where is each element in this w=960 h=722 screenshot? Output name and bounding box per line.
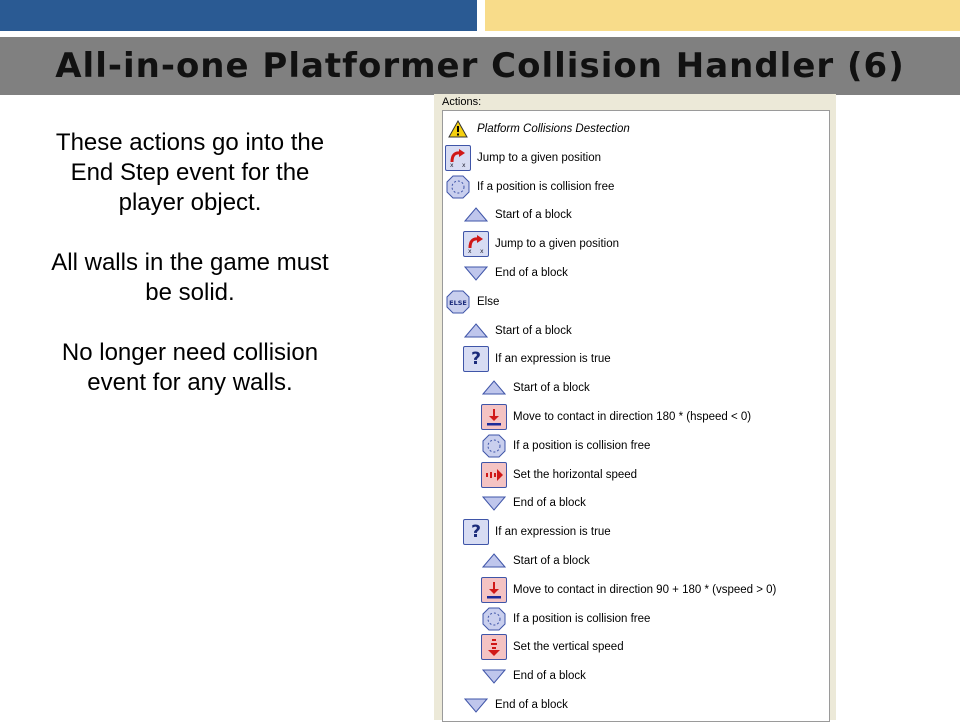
collision-free-icon — [445, 174, 471, 200]
action-label: Jump to a given position — [495, 238, 620, 251]
svg-text:ELSE: ELSE — [449, 298, 467, 307]
description-para-3: No longer need collision event for any walls. — [61, 339, 319, 396]
action-row[interactable] — [481, 374, 590, 402]
horizontal-speed-icon — [481, 462, 507, 488]
action-label: Jump to a given position — [477, 151, 602, 164]
action-row[interactable] — [463, 518, 611, 546]
action-label: Platform Collisions Destection — [477, 123, 630, 135]
action-row[interactable] — [481, 662, 586, 690]
question-icon: ? — [463, 346, 489, 372]
end-block-icon — [481, 490, 507, 516]
action-label: Set the horizontal speed — [513, 468, 638, 481]
action-row[interactable] — [463, 345, 611, 373]
svg-text:x: x — [480, 248, 484, 255]
actions-label: Actions: — [442, 96, 482, 108]
actions-list[interactable] — [442, 110, 830, 722]
action-row[interactable] — [445, 144, 601, 172]
action-row[interactable] — [481, 633, 624, 661]
start-block-icon — [463, 202, 489, 228]
action-row[interactable] — [481, 489, 586, 517]
move-contact-icon — [481, 404, 507, 430]
action-label: Start of a block — [495, 324, 572, 337]
action-row[interactable] — [481, 605, 650, 633]
action-row[interactable] — [463, 230, 619, 258]
action-row[interactable] — [445, 115, 630, 143]
action-row[interactable] — [463, 201, 572, 229]
action-label: End of a block — [513, 497, 586, 510]
header-accent-blue — [0, 0, 477, 31]
action-row[interactable] — [463, 317, 572, 345]
description — [40, 128, 340, 428]
action-label: If a position is collision free — [477, 180, 615, 193]
actions-panel — [434, 94, 836, 720]
else-icon — [445, 289, 471, 315]
question-icon: ? — [463, 519, 489, 545]
start-block-icon — [463, 318, 489, 344]
end-block-icon — [463, 692, 489, 718]
start-block-icon — [481, 548, 507, 574]
action-label: Start of a block — [513, 555, 590, 567]
action-label: End of a block — [495, 699, 568, 711]
jump-position-icon — [445, 145, 471, 171]
jump-position-icon — [463, 231, 489, 257]
action-row[interactable] — [481, 576, 776, 604]
description-para-1: These actions go into the End Step event for the player object. — [55, 129, 325, 216]
action-label: If a position is collision free — [513, 612, 651, 625]
slide-title: All-in-one Platformer Collision Handler (6) — [55, 46, 905, 86]
collision-free-icon — [481, 433, 507, 459]
action-row[interactable] — [481, 403, 751, 431]
start-block-icon — [481, 375, 507, 401]
collision-free-icon — [481, 606, 507, 632]
action-row[interactable] — [481, 461, 637, 489]
vertical-speed-icon — [481, 634, 507, 660]
move-contact-icon — [481, 577, 507, 603]
action-label: If a position is collision free — [513, 439, 651, 452]
end-block-icon — [463, 260, 489, 286]
description-para-2: All walls in the game must be solid. — [51, 249, 329, 306]
action-label: Set the vertical speed — [513, 641, 624, 654]
action-label: End of a block — [513, 670, 586, 683]
action-label: End of a block — [495, 267, 568, 279]
action-row[interactable] — [463, 259, 568, 287]
svg-text:x: x — [468, 248, 472, 255]
action-row[interactable] — [445, 173, 614, 201]
action-label: Start of a block — [495, 209, 572, 222]
end-block-icon — [481, 663, 507, 689]
warning-icon — [445, 116, 471, 142]
action-row[interactable] — [445, 288, 499, 316]
header-accent-yellow — [485, 0, 960, 31]
action-label: If an expression is true — [495, 526, 611, 539]
action-label: Move to contact in direction 180 * (hspeed < 0) — [513, 411, 752, 423]
action-row[interactable] — [463, 691, 568, 719]
svg-text:x: x — [462, 161, 466, 168]
action-row[interactable] — [481, 432, 650, 460]
action-label: Start of a block — [513, 382, 590, 395]
svg-text:x: x — [450, 161, 454, 168]
action-label: Move to contact in direction 90 + 180 * (vspeed > 0) — [513, 583, 777, 596]
action-label: Else — [477, 295, 500, 308]
action-row[interactable] — [481, 547, 590, 575]
action-label: If an expression is true — [495, 353, 611, 366]
